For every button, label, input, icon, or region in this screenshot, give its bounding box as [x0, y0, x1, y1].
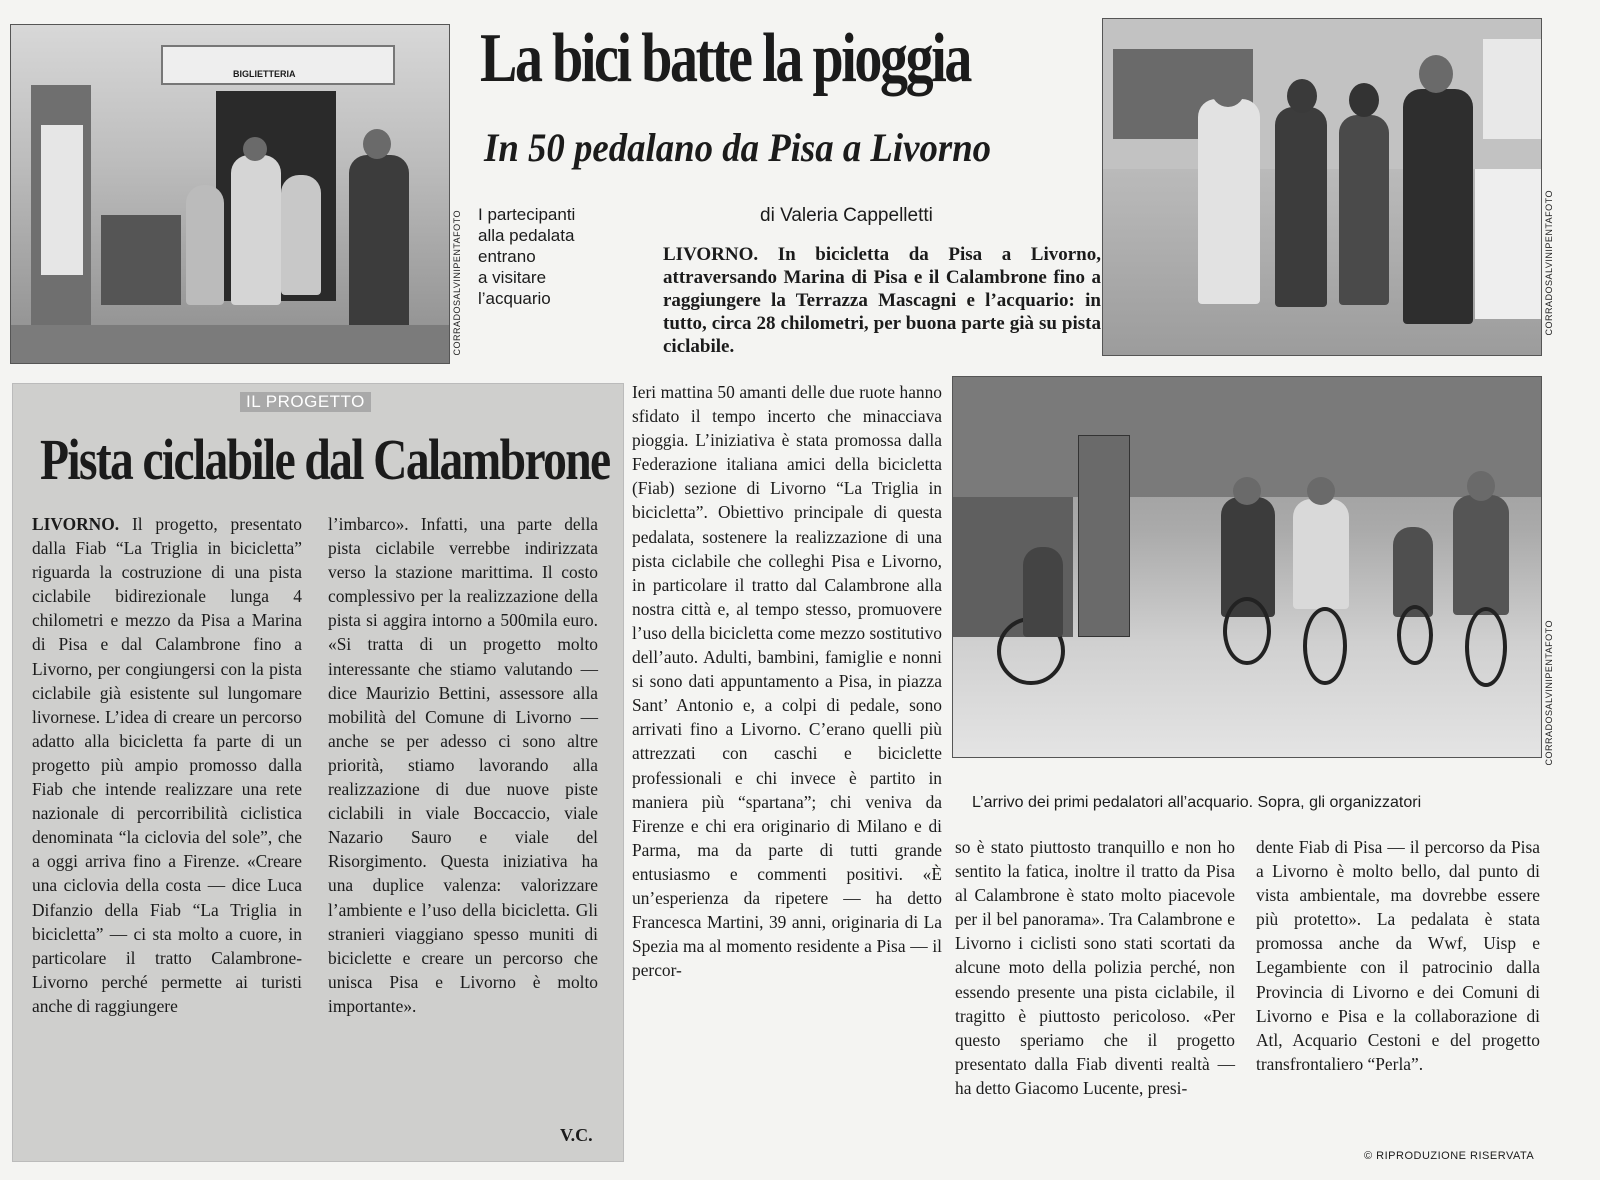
photo-caption-cyclists: L’arrivo dei primi pedalatori all’acquario. Sopra, gli organizzatori	[972, 794, 1422, 811]
photo-aquarium-entrance	[10, 24, 450, 364]
article-column-3: dente Fiab di Pisa — il percorso da Pisa a Livorno è molto bello, dal punto di vista ambientale, ma dovrebbe essere più protetto». La pedalata è stata promossa anche da Wwf, Uisp e Legambiente con il patrocinio dalla Provincia di Livorno e dei Comuni di Livorno e Pisa e la collaborazione di Atl, Acquario Cestoni e del progetto transfrontaliero “Perla”.	[1256, 837, 1540, 1074]
copyright-notice: © RIPRODUZIONE RISERVATA	[1364, 1150, 1535, 1162]
photo-cyclists-arrival	[952, 376, 1542, 758]
sidebar-tag: IL PROGETTO	[240, 392, 371, 412]
article-lead	[663, 243, 1101, 358]
lead-dateline: LIVORNO.	[663, 244, 759, 265]
sidebar-column-2: l’imbarco». Infatti, una parte della pista ciclabile verrebbe indirizzata verso la stazione marittima. Il costo complessivo per la realizzazione della pista si aggira intorno a 500mila euro. «Si tratta di un progetto molto interessante che stiamo valutando — dice Maurizio Bettini, assessore alla mobilità del Comune di Livorno — anche se per adesso ci sono altre priorità, stiamo lavorando alla realizzazione di due nuove piste ciclabili in viale Boccaccio, viale Nazario Sauro e viale del Risorgimento. Questa iniziativa ha una duplice valenza: valorizzare l’ambiente e l’uso della bicicletta. Gli stranieri viaggiano spesso muniti di biciclette e creare un percorso che unisca Pisa e Livorno è molto importante».	[328, 514, 598, 1016]
lead-text: In bicicletta da Pisa a Livorno, attraversando Marina di Pisa e il Calambrone fino a raggiungere la Terrazza Mascagni e l’acquario: in tutto, circa 28 chilometri, per buona parte già su pista ciclabile.	[663, 244, 1101, 357]
photo-credit: CORRADOSALVINIPENTAFOTO	[452, 210, 462, 356]
photo-organizers	[1102, 18, 1542, 356]
sidebar-dateline: LIVORNO.	[32, 514, 120, 534]
headline: La bici batte la pioggia	[480, 20, 970, 97]
sidebar-signature: V.C.	[560, 1125, 593, 1145]
photo-credit: CORRADOSALVINIPENTAFOTO	[1544, 620, 1554, 766]
sidebar-column-1	[32, 512, 302, 1018]
sidebar-col1-text: Il progetto, presentato dalla Fiab “La Triglia in bicicletta” riguarda la costruzione di una pista ciclabile bidirezionale lunga 4 chilometri e mezzo da Pisa a Marina di Pisa e dal Calambrone fino a Livorno, per congiungersi con la pista ciclabile già esistente sul lungomare livornese. L’idea di creare un percorso adatto alla bicicletta fa parte di un progetto più ampio promosso dalla Fiab che intende realizzare una rete nazionale di percorribilità ciclistica denominata “la ciclovia del sole”, che a oggi arriva fino a Firenze. «Creare una ciclovia della costa — dice Luca Difanzio della Fiab “La Triglia in bicicletta” — ci sta molto a cuore, in particolare il tratto Calambrone-Livorno perché permette ai turisti anche di raggiungere	[32, 514, 302, 1016]
subheadline: In 50 pedalano da Pisa a Livorno	[484, 125, 992, 170]
photo-caption-aquarium: I partecipanti alla pedalata entrano a visitare l’acquario	[478, 205, 576, 308]
biglietteria-sign: BIGLIETTERIA	[233, 69, 296, 79]
article-column-1: Ieri mattina 50 amanti delle due ruote hanno sfidato il tempo incerto che minacciava pioggia. L’iniziativa è stata promossa dalla Federazione italiana amici della bicicletta (Fiab) sezione di Livorno “La Triglia in bicicletta”. Obiettivo principale di questa pedalata, sostenere la realizzazione di una pista ciclabile che colleghi Pisa e Livorno, in particolare il tratto dal Calambrone alla nostra città e, al tempo stesso, promuovere l’uso della bicicletta come mezzo sostitutivo dell’auto. Adulti, bambini, famiglie e nonni si sono dati appuntamento a Pisa, in piazza Sant’ Antonio e, a colpi di pedale, sono arrivati fino a Livorno. C’erano quelli più attrezzati con caschi e biciclette professionali e chi invece è partito in maniera più “spartana”; chi veniva da Firenze e chi era originario di Milano e di Parma, ma da parte di tutti grande entusiasmo e commenti positivi. «È un’esperienza da ripetere — ha detto Francesca Martini, 39 anni, originaria di La Spezia ma al momento residente a Pisa — il percor-	[632, 382, 942, 981]
photo-credit: CORRADOSALVINIPENTAFOTO	[1544, 190, 1554, 336]
byline: di Valeria Cappelletti	[760, 205, 933, 226]
article-column-2: so è stato piuttosto tranquillo e non ho sentito la fatica, inoltre il tratto da Pisa al Calambrone è stato molto piacevole per il bel panorama». Tra Calambrone e Livorno i ciclisti sono stati scortati da alcune moto della polizia perché, non essendo presente una pista ciclabile, il tragitto è piuttosto pericoloso. «Per questo speriamo che il progetto presentato dalla Fiab diventi realtà — ha detto Giacomo Lucente, presi-	[955, 837, 1235, 1098]
sidebar-title: Pista ciclabile dal Calambrone	[40, 427, 610, 492]
